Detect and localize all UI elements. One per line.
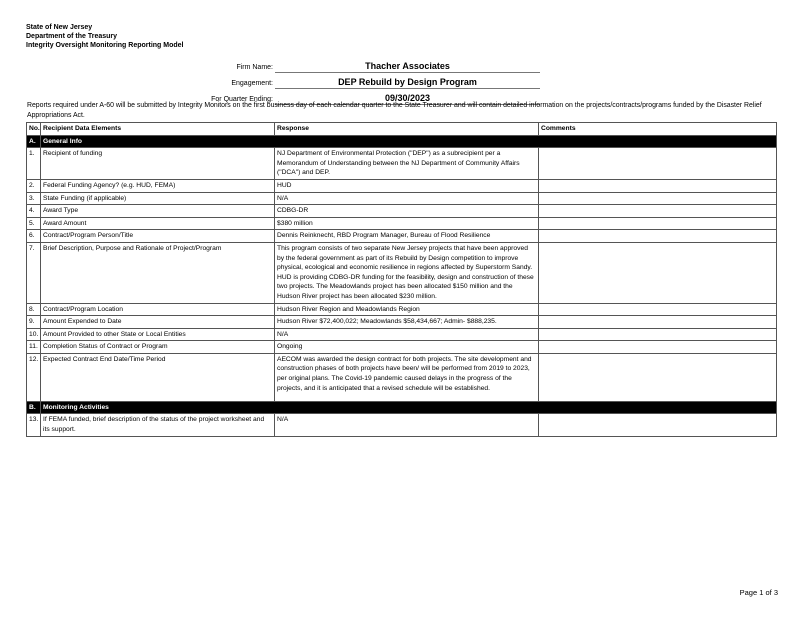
row-response: NJ Department of Environmental Protection ("DEP") as a subrecipient per a Memorandum of Understanding between the NJ Department of Community Affairs ("DCA") and DEP.	[275, 148, 539, 180]
row-element: If FEMA funded, brief description of the status of the project worksheet and its support.	[41, 414, 275, 436]
row-number: 7.	[27, 242, 41, 303]
table-row	[27, 148, 777, 180]
row-response: N/A	[275, 328, 539, 341]
row-comments	[539, 353, 777, 401]
recipient-data-table	[26, 122, 777, 437]
quarter-label: For Quarter Ending:	[211, 96, 273, 103]
table-header-row	[27, 123, 777, 136]
firm-row	[180, 57, 540, 73]
table-row	[27, 303, 777, 316]
row-element: Completion Status of Contract or Program	[41, 341, 275, 354]
row-response: Ongoing	[275, 341, 539, 354]
col-element: Recipient Data Elements	[41, 123, 275, 136]
table-row	[27, 316, 777, 329]
table-row	[27, 341, 777, 354]
row-response: This program consists of two separate New Jersey projects that have been approved by the federal government as part of its Rebuild by Design competition to improve physical, ecological and economic resilience in regions affected by Superstorm Sandy. HUD is providing CDBG-DR funding for the feasibility, design and construction of these two projects. The Meadowlands project has been allocated $150 million and the Hudson River project has been allocated $230 million.	[275, 242, 539, 303]
row-element: Contract/Program Person/Title	[41, 230, 275, 243]
row-comments	[539, 230, 777, 243]
section-monitoring-activities	[27, 401, 777, 414]
row-comments	[539, 328, 777, 341]
row-number: 3.	[27, 192, 41, 205]
page-number: Page 1 of 3	[739, 588, 778, 597]
row-element: Recipient of funding	[41, 148, 275, 180]
table-row	[27, 414, 777, 436]
row-comments	[539, 341, 777, 354]
section-b-title: Monitoring Activities	[41, 401, 777, 414]
row-number: 9.	[27, 316, 41, 329]
table-row	[27, 230, 777, 243]
row-response: N/A	[275, 414, 539, 436]
row-comments	[539, 217, 777, 230]
table-row	[27, 217, 777, 230]
row-response: HUD	[275, 179, 539, 192]
section-b-number: B.	[27, 401, 41, 414]
row-element: Contract/Program Location	[41, 303, 275, 316]
row-element: Award Amount	[41, 217, 275, 230]
row-number: 6.	[27, 230, 41, 243]
table-row	[27, 328, 777, 341]
table-row	[27, 242, 777, 303]
table-row	[27, 179, 777, 192]
section-general-info	[27, 135, 777, 148]
table-row	[27, 192, 777, 205]
row-number: 10.	[27, 328, 41, 341]
section-a-number: A.	[27, 135, 41, 148]
report-header	[26, 23, 184, 50]
row-element: Award Type	[41, 205, 275, 218]
row-response: $380 million	[275, 217, 539, 230]
row-response: CDBG-DR	[275, 205, 539, 218]
firm-label: Firm Name:	[236, 64, 273, 71]
department-name: Department of the Treasury	[26, 33, 118, 40]
row-response: Hudson River Region and Meadowlands Region	[275, 303, 539, 316]
row-number: 5.	[27, 217, 41, 230]
row-response: N/A	[275, 192, 539, 205]
report-title: Integrity Oversight Monitoring Reporting Model	[26, 42, 184, 49]
row-number: 4.	[27, 205, 41, 218]
row-comments	[539, 192, 777, 205]
engagement-value: DEP Rebuild by Design Program	[275, 77, 540, 89]
row-number: 2.	[27, 179, 41, 192]
row-comments	[539, 205, 777, 218]
row-response: AECOM was awarded the design contract for both projects. The site development and construction phases of both projects have been/ will be performed from 2019 to 2023, per original plans. The Covid-19 pandemic caused delays in the progress of the projects, and it is anticipated that a revised schedule will be established.	[275, 353, 539, 401]
col-response: Response	[275, 123, 539, 136]
row-element: Expected Contract End Date/Time Period	[41, 353, 275, 401]
section-a-title: General Info	[41, 135, 777, 148]
row-element: State Funding (if applicable)	[41, 192, 275, 205]
row-comments	[539, 148, 777, 180]
row-element: Brief Description, Purpose and Rationale of Project/Program	[41, 242, 275, 303]
row-number: 12.	[27, 353, 41, 401]
row-element: Amount Provided to other State or Local Entities	[41, 328, 275, 341]
quarter-value: 09/30/2023	[275, 93, 540, 105]
row-number: 1.	[27, 148, 41, 180]
row-comments	[539, 316, 777, 329]
row-number: 8.	[27, 303, 41, 316]
table-row	[27, 205, 777, 218]
row-response: Hudson River $72,400,022; Meadowlands $58,434,667; Admin- $888,235.	[275, 316, 539, 329]
state-name: State of New Jersey	[26, 24, 93, 31]
row-comments	[539, 242, 777, 303]
row-element: Federal Funding Agency? (e.g. HUD, FEMA)	[41, 179, 275, 192]
engagement-fields	[180, 57, 540, 105]
row-comments	[539, 179, 777, 192]
firm-value: Thacher Associates	[275, 61, 540, 73]
row-comments	[539, 414, 777, 436]
row-response: Dennis Reinknecht, RBD Program Manager, Bureau of Flood Resilience	[275, 230, 539, 243]
row-number: 13.	[27, 414, 41, 436]
engagement-label: Engagement:	[231, 80, 273, 87]
row-element: Amount Expended to Date	[41, 316, 275, 329]
row-number: 11.	[27, 341, 41, 354]
engagement-row	[180, 73, 540, 89]
col-comments: Comments	[539, 123, 777, 136]
intro-text: Reports required under A-60 will be submitted by Integrity Monitors on the first business day of each calendar quarter to the State Treasurer and will contain detailed information on the projects/contracts/programs funded by the Disaster Relief Appropriations Act.	[27, 102, 762, 119]
table-row	[27, 353, 777, 401]
row-comments	[539, 303, 777, 316]
col-no: No.	[27, 123, 41, 136]
